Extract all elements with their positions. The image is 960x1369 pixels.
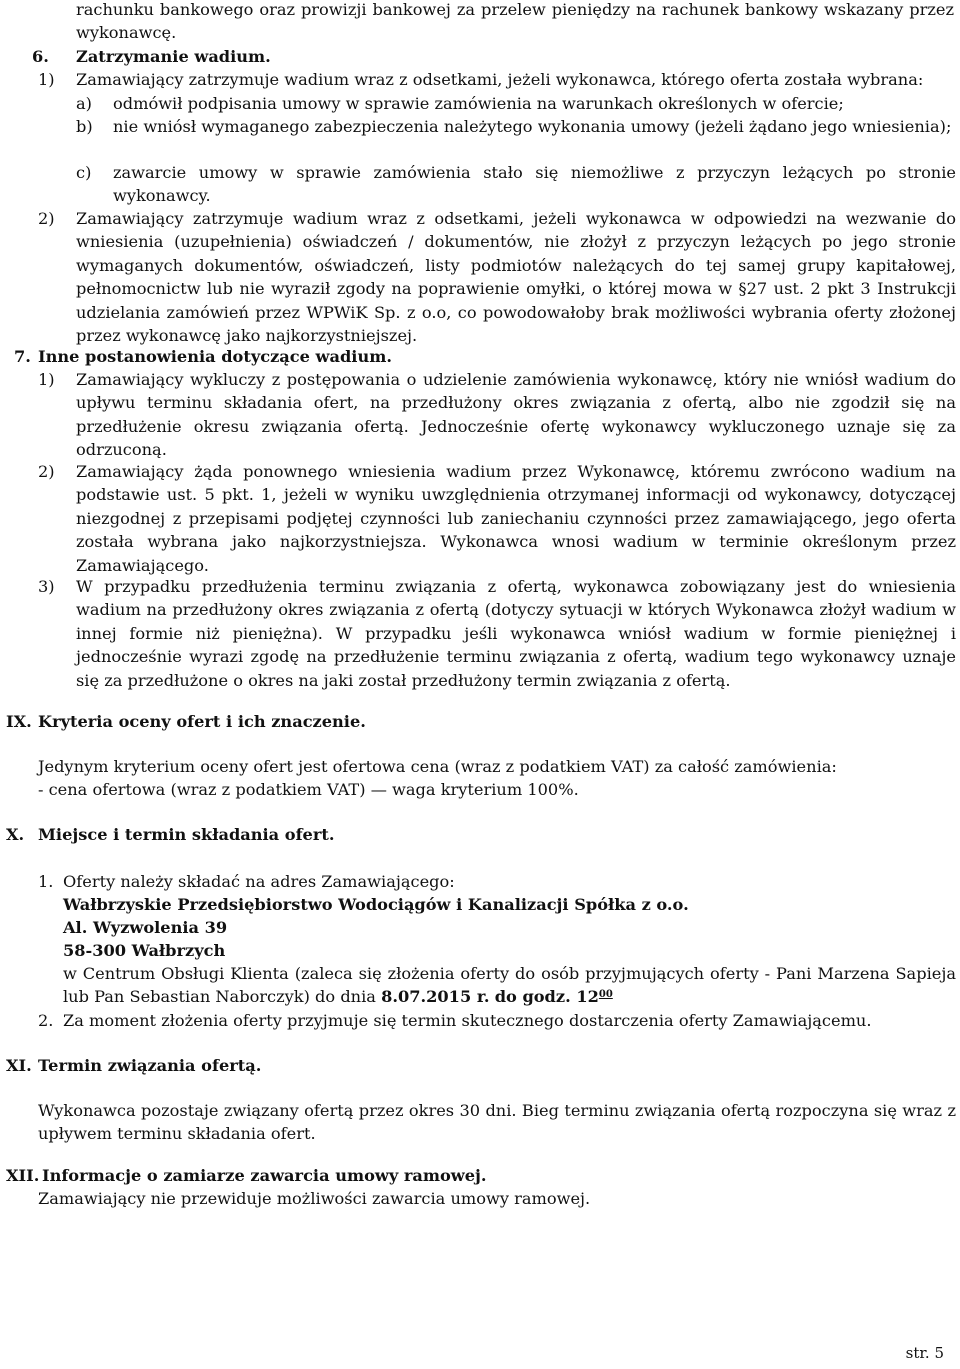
paragraph: Zamawiający zatrzymuje wadium wraz z odsetkami, jeżeli wykonawca w odpowiedzi na wezwanie do wniesienia (uzupełnienia) oświadczeń / dokumentów, nie złożył z przyczyn leżących po jego stronie wymaganych dokumentów, oświadczeń, listy podmiotów należących do tej samej grupy kapitałowej, pełnomocnictw lub nie wyraził zgody na poprawienie omyłki, o której mowa w §27 ust. 2 pkt 3 Instrukcji udzielania zamówień przez WPWiK Sp. z o.o, co powodowałoby brak możliwości wybrania oferty złożonej przez wykonawcę jako najkorzystniejszej. <box>76 209 956 346</box>
section-title: Informacje o zamiarze zawarcia umowy ramowej. <box>42 1166 487 1185</box>
section-number: IX. <box>6 712 32 731</box>
continuation-text: rachunku bankowego oraz prowizji bankowej za przelew pieniędzy na rachunek bankowy wskazany przez wykonawcę. <box>76 0 954 43</box>
page-number: str. 5 <box>905 1344 944 1362</box>
item-number: 2. <box>38 1011 54 1030</box>
paragraph: Zamawiający zatrzymuje wadium wraz z odsetkami, jeżeli wykonawca, którego oferta została wybrana: <box>76 70 924 89</box>
section-title: Inne postanowienia dotyczące wadium. <box>38 347 392 366</box>
paragraph: Zamawiający nie przewiduje możliwości zawarcia umowy ramowej. <box>38 1189 591 1208</box>
section-title: Kryteria oceny ofert i ich znaczenie. <box>38 712 366 731</box>
item-number: 1. <box>38 872 54 891</box>
section-title: Termin związania ofertą. <box>38 1056 262 1075</box>
item-number: 3) <box>38 577 55 596</box>
section-title: Miejsce i termin składania ofert. <box>38 825 335 844</box>
section-number: XI. <box>6 1056 32 1075</box>
paragraph: W przypadku przedłużenia terminu związania z ofertą, wykonawca zobowiązany jest do wniesienia wadium na przedłużony okres związania z ofertą (dotyczy sytuacji w których Wykonawca złożył wadium w innej formie niż pieniężna). W przypadku jeśli wykonawca wniósł wadium w formie pieniężnej i jednocześnie wyrazi zgodę na przedłużenie terminu związania z ofertą, wadium tego wykonawcy uznaje się za przedłużone o okres na jaki został przedłużony termin związania z ofertą. <box>76 577 956 690</box>
submission-details: w Centrum Obsługi Klienta (zaleca się złożenia oferty do osób przyjmujących oferty - Pani Marzena Sapieja lub Pan Sebastian Naborczyk) do dnia <box>63 964 956 1007</box>
address-street: Al. Wyzwolenia 39 <box>63 918 228 937</box>
item-number: 2) <box>38 462 55 481</box>
address-city: 58-300 Wałbrzych <box>63 941 226 960</box>
subitem-text: zawarcie umowy w sprawie zamówienia stało się niemożliwe z przyczyn leżących po stronie wykonawcy. <box>113 163 956 206</box>
section-number: X. <box>6 825 25 844</box>
deadline-minutes: 00 <box>598 989 613 1001</box>
criterion-line <box>38 778 960 801</box>
subitem-number: c) <box>76 163 92 182</box>
item-number: 1) <box>38 70 55 89</box>
paragraph: Oferty należy składać na adres Zamawiającego: <box>63 872 455 891</box>
section-number: 7. <box>14 347 31 366</box>
subitem-number: a) <box>76 94 92 113</box>
paragraph: Zamawiający żąda ponownego wniesienia wadium przez Wykonawcę, któremu zwrócono wadium na podstawie ust. 5 pkt. 1, jeżeli w wyniku uwzględnienia otrzymanej informacji od wykonawcy, dotyczącej niezgodnej z przepisami podjętej czynności lub zaniechaniu czynności przez zamawiającego, jego oferta została wybrana jako najkorzystniejsza. Wykonawca wnosi wadium w terminie określonym przez Zamawiającego. <box>76 462 956 575</box>
criterion-separator: — <box>370 780 387 799</box>
deadline-date: 8.07.2015 r. <box>381 987 490 1007</box>
subitem-number: b) <box>76 117 93 136</box>
section-number: 6. <box>32 47 49 66</box>
paragraph: Jedynym kryterium oceny ofert jest ofertowa cena (wraz z podatkiem VAT) za całość zamówienia: <box>38 757 837 776</box>
deadline-hour: do godz. 12 <box>494 987 599 1007</box>
subitem-text: nie wniósł wymaganego zabezpieczenia należytego wykonania umowy (jeżeli żądano jego wniesienia); <box>113 117 952 136</box>
criterion-name: - cena ofertowa (wraz z podatkiem VAT) <box>38 780 366 799</box>
paragraph <box>63 962 956 1009</box>
address-company: Wałbrzyskie Przedsiębiorstwo Wodociągów i Kanalizacji Spółka z o.o. <box>63 895 689 914</box>
paragraph: Za moment złożenia oferty przyjmuje się termin skutecznego dostarczenia oferty Zamawiającemu. <box>63 1011 872 1030</box>
subitem-text: odmówił podpisania umowy w sprawie zamówienia na warunkach określonych w ofercie; <box>113 94 844 113</box>
item-number: 2) <box>38 209 55 228</box>
section-title: Zatrzymanie wadium. <box>76 47 271 66</box>
criterion-weight: waga kryterium 100%. <box>392 780 579 799</box>
paragraph: Zamawiający wykluczy z postępowania o udzielenie zamówienia wykonawcę, który nie wniósł wadium do upływu terminu składania ofert, na przedłużony okres związania z ofertą, albo nie zgodził się na przedłużenie okresu związania ofertą. Jednocześnie ofertę wykonawcy wykluczonego uznaje się za odrzuconą. <box>76 370 956 460</box>
item-number: 1) <box>38 370 55 389</box>
section-number: XII. <box>6 1166 40 1185</box>
paragraph: Wykonawca pozostaje związany ofertą przez okres 30 dni. Bieg terminu związania ofertą rozpoczyna się wraz z upływem terminu składania ofert. <box>38 1101 956 1144</box>
